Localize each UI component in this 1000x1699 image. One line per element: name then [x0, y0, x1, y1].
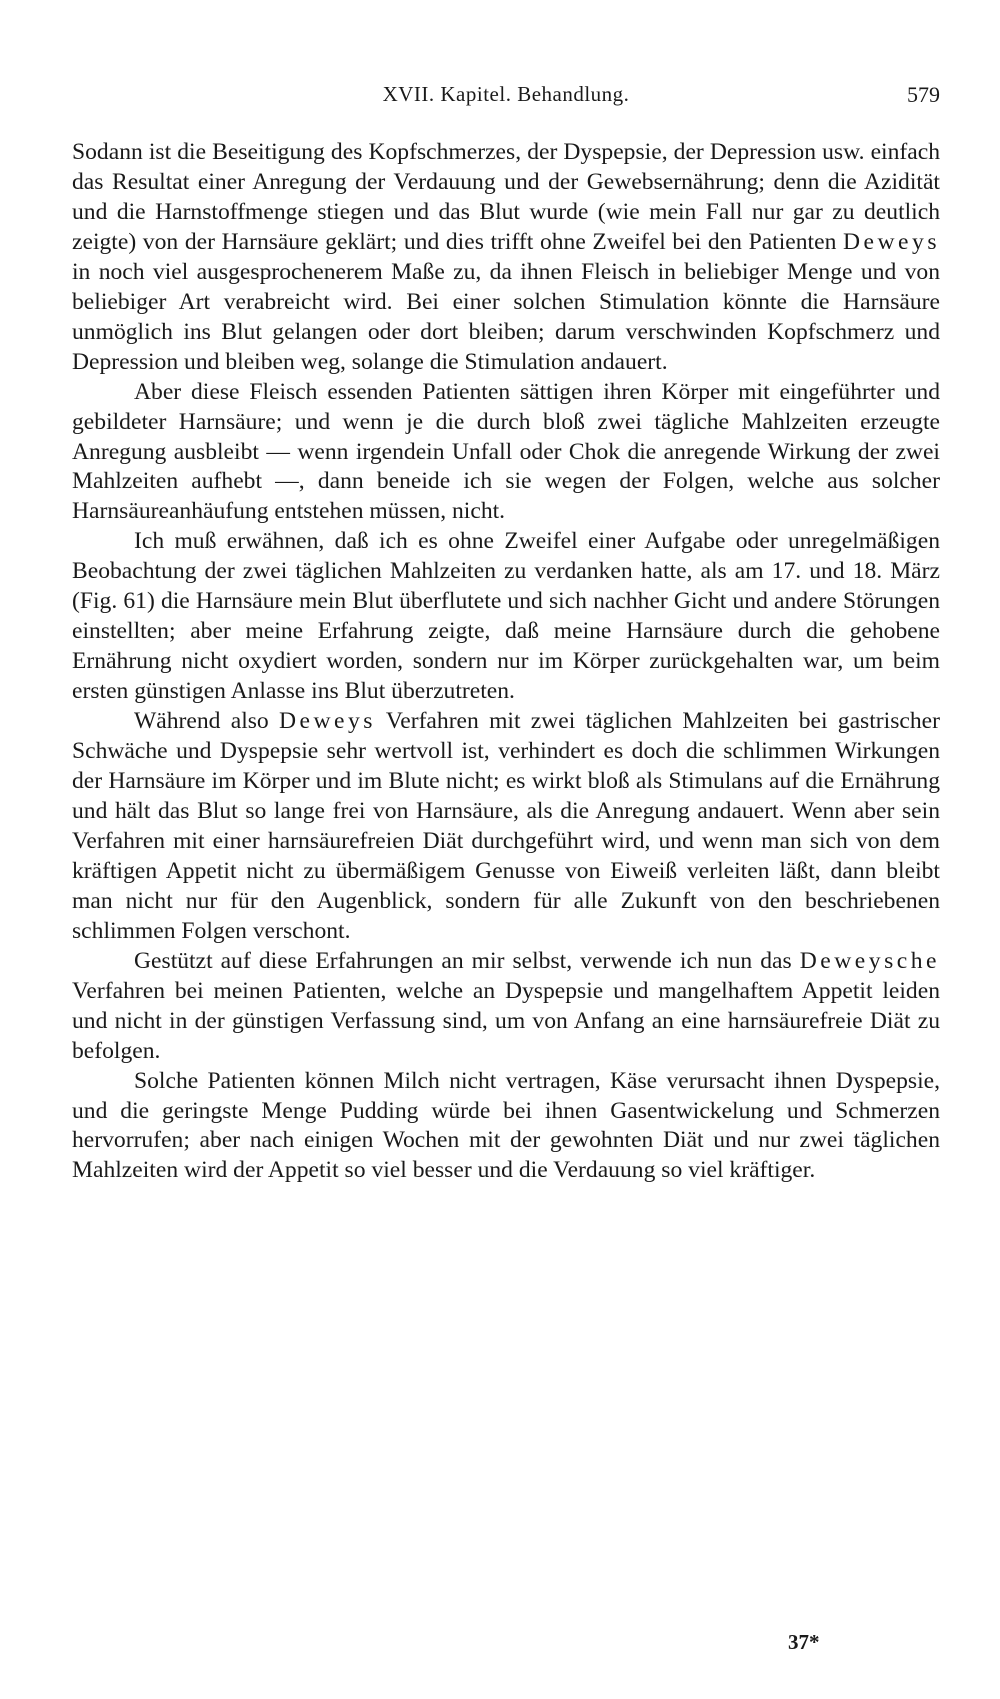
- paragraph-text: Sodann ist die Beseitigung des Kopfschmerzes, der Dyspepsie, der Depression usw. einfach das Resultat einer Anregung der Verdauung und der Gewebsernährung; denn die Azidität und die Harnstoffmenge stiegen und das Blut wurde (wie mein Fall nur gar zu deutlich zeigte) von der Harnsäure geklärt; und dies trifft ohne Zweifel bei den Patienten: [72, 139, 940, 255]
- paragraph: [72, 527, 940, 707]
- paragraph-text: Während also: [134, 708, 279, 735]
- paragraph: [72, 378, 940, 528]
- chapter-title: XVII. Kapitel. Behandlung.: [382, 82, 630, 106]
- paragraph-text: Ich muß erwähnen, daß ich es ohne Zweifel einer Aufgabe oder unregelmäßigen Beobachtung der zwei täglichen Mahlzeiten zu verdanken hatte, als am 17. und 18. März (Fig. 61) die Harnsäure mein Blut überflutete und sich nachher Gicht und andere Störungen einstellten; aber meine Erfahrung zeigte, daß meine Harnsäure durch die gehobene Ernährung nicht oxydiert worden, sondern nur im Körper zurückgehalten war, um beim ersten günstigen Anlasse ins Blut überzutreten.: [72, 528, 940, 705]
- author-name: Deweys: [278, 708, 376, 735]
- paragraph-text: Verfahren mit zwei täglichen Mahlzeiten bei gastrischer Schwäche und Dyspepsie sehr wertvoll ist, verhindert es doch die schlimmen Wirkungen der Harnsäure im Körper und im Blute nicht; es wirkt bloß als Stimulans auf die Ernährung und hält das Blut so lange frei von Harnsäure, als die Anregung andauert. Wenn aber sein Verfahren mit einer harnsäurefreien Diät durchgeführt wird, und wenn man sich von dem kräftigen Appetit nicht zu übermäßigem Genusse von Eiweiß verleiten läßt, dann bleibt man nicht nur für den Augenblick, sondern für alle Zukunft von den beschriebenen schlimmen Folgen verschont.: [72, 708, 940, 944]
- author-name: Deweysche: [799, 947, 940, 974]
- paragraph-text: Verfahren bei meinen Patienten, welche an Dyspepsie und mangelhaftem Appetit leiden und nicht in der günstigen Verfassung sind, um von Anfang an eine harnsäurefreie Diät zu befolgen.: [72, 977, 940, 1064]
- page-number: 579: [907, 82, 940, 107]
- paragraph: [72, 947, 940, 1067]
- paragraph: [72, 1067, 940, 1187]
- paragraph-text: Solche Patienten können Milch nicht vertragen, Käse verursacht ihnen Dyspepsie, und die geringste Menge Pudding würde bei ihnen Gasentwickelung und Schmerzen hervorrufen; aber nach einigen Wochen mit der gewohnten Diät und nur zwei täglichen Mahlzeiten wird der Appetit so viel besser und die Verdauung so viel kräftiger.: [72, 1067, 940, 1184]
- paragraph-text: Gestützt auf diese Erfahrungen an mir selbst, verwende ich nun das: [134, 947, 800, 974]
- paragraph: [72, 707, 940, 947]
- author-name: Deweys: [843, 228, 940, 255]
- footer: [0, 1630, 1000, 1699]
- paragraph: [72, 138, 940, 378]
- paragraph-text: in noch viel ausgesprochenerem Maße zu, da ihnen Fleisch in beliebiger Menge und von beliebiger Art verabreicht wird. Bei einer solchen Stimulation könnte die Harnsäure unmöglich ins Blut gelangen oder dort bleiben; darum verschwinden Kopfschmerz und Depression und bleiben weg, solange die Stimulation andauert.: [72, 258, 940, 375]
- running-head: [72, 82, 940, 112]
- body-text: [72, 138, 940, 1186]
- paragraph-text: Aber diese Fleisch essenden Patienten sättigen ihren Körper mit eingeführter und gebildeter Harnsäure; und wenn je die durch bloß zwei tägliche Mahlzeiten erzeugte Anregung ausbleibt — wenn irgendein Unfall oder Chok die anregende Wirkung der zwei Mahlzeiten aufhebt —, dann beneide ich sie wegen der Folgen, welche aus solcher Harnsäureanhäufung entstehen müssen, nicht.: [72, 378, 940, 525]
- signature-mark: 37*: [788, 1630, 820, 1654]
